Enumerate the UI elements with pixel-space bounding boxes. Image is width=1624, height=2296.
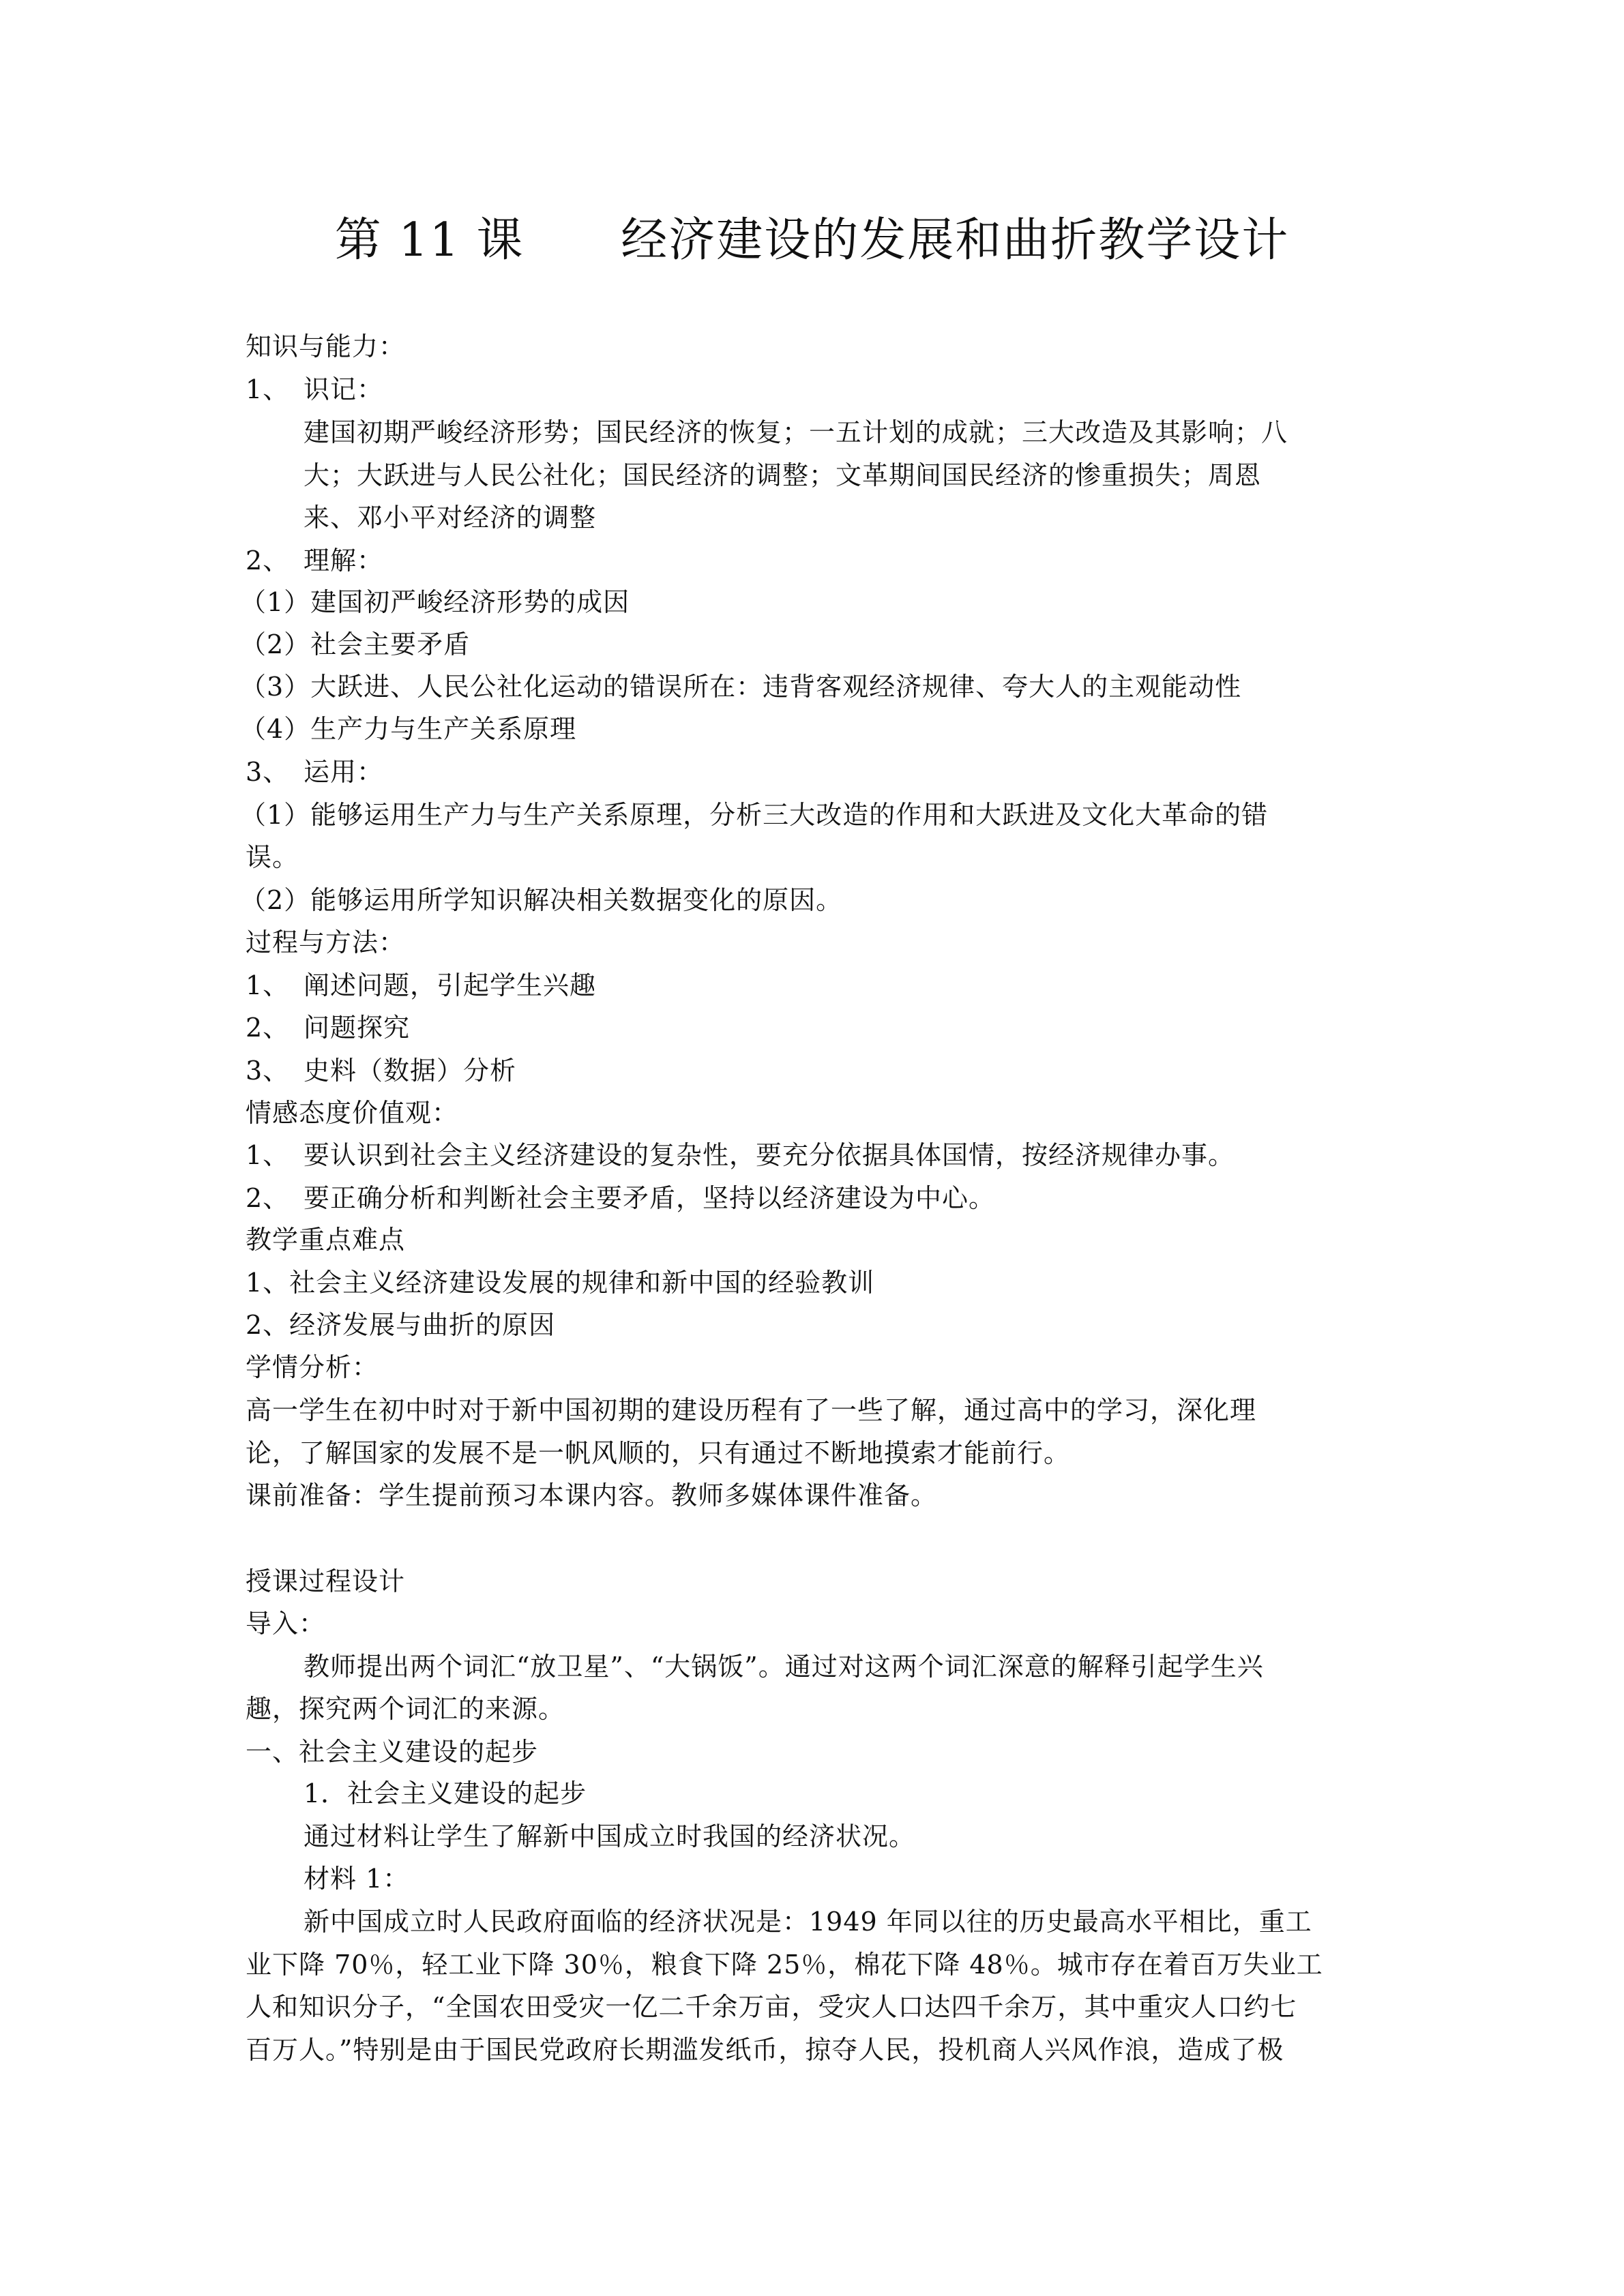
part1-text: 通过材料让学生了解新中国成立时我国的经济状况。 xyxy=(304,1821,916,1851)
material-text-line-1: 新中国成立时人民政府面临的经济状况是：1949 年同以往的历史最高水平相比，重工 xyxy=(304,1907,1312,1937)
understand-label: 理解： xyxy=(304,546,384,576)
process-item-2 xyxy=(246,1011,410,1045)
process-item-1 xyxy=(246,968,596,1002)
keypoints-item-2: 2、经济发展与曲折的原因 xyxy=(246,1310,556,1340)
intro-text-line-2: 趣，探究两个词汇的来源。 xyxy=(246,1694,565,1724)
apply-subitem-1-line-2: 误。 xyxy=(246,842,299,872)
understand-item xyxy=(246,543,383,578)
process-heading: 过程与方法： xyxy=(246,927,406,957)
knowledge-heading: 知识与能力： xyxy=(246,331,406,361)
process-item-3 xyxy=(246,1054,516,1088)
recall-text-line-3: 来、邓小平对经济的调整 xyxy=(304,503,597,533)
values-item-1-text: 要认识到社会主义经济建设的复杂性，要充分依据具体国情，按经济规律办事。 xyxy=(304,1140,1235,1170)
apply-subitem-2: （2）能够运用所学知识解决相关数据变化的原因。 xyxy=(240,885,843,915)
apply-subitem-1-line-1: （1）能够运用生产力与生产关系原理，分析三大改造的作用和大跃进及文化大革命的错 xyxy=(240,800,1269,830)
understand-subitem-1: （1）建国初严峻经济形势的成因 xyxy=(240,587,630,617)
process-item-3-num: 3、 xyxy=(246,1056,290,1086)
process-item-2-num: 2、 xyxy=(246,1013,290,1043)
process-item-3-text: 史料（数据）分析 xyxy=(304,1056,517,1086)
material-label: 材料 1： xyxy=(304,1864,410,1894)
apply-label: 运用： xyxy=(304,757,384,787)
analysis-heading: 学情分析： xyxy=(246,1352,379,1382)
part1-subheading: 1．社会主义建设的起步 xyxy=(304,1778,587,1808)
material-text-line-3: 人和知识分子，“全国农田受灾一亿二千余万亩，受灾人口达四千余万，其中重灾人口约七 xyxy=(246,1992,1297,2022)
values-item-1 xyxy=(246,1138,1235,1172)
part1-heading: 一、社会主义建设的起步 xyxy=(246,1737,539,1767)
keypoints-heading: 教学重点难点 xyxy=(246,1225,406,1255)
keypoints-item-1: 1、社会主义经济建设发展的规律和新中国的经验教训 xyxy=(246,1268,875,1298)
understand-subitem-2: （2）社会主要矛盾 xyxy=(240,629,471,659)
analysis-text-line-2: 论，了解国家的发展不是一帆风顺的，只有通过不断地摸索才能前行。 xyxy=(246,1438,1071,1468)
understand-num: 2、 xyxy=(246,546,290,576)
intro-text-line-1: 教师提出两个词汇“放卫星”、“大锅饭”。通过对这两个词汇深意的解释引起学生兴 xyxy=(304,1652,1264,1682)
apply-num: 3、 xyxy=(246,757,290,787)
page-title: 第 11 课 经济建设的发展和曲折教学设计 xyxy=(334,213,1290,267)
process-item-1-num: 1、 xyxy=(246,970,290,1000)
recall-label: 识记： xyxy=(304,374,384,404)
apply-item xyxy=(246,755,383,789)
values-item-2 xyxy=(246,1181,995,1215)
recall-text-line-1: 建国初期严峻经济形势；国民经济的恢复；一五计划的成就；三大改造及其影响；八 xyxy=(304,417,1288,447)
intro-heading: 导入： xyxy=(246,1609,326,1639)
recall-item xyxy=(246,372,383,406)
values-heading: 情感态度价值观： xyxy=(246,1098,459,1128)
values-item-2-text: 要正确分析和判断社会主要矛盾，坚持以经济建设为中心。 xyxy=(304,1183,996,1213)
understand-subitem-3: （3）大跃进、人民公社化运动的错误所在：违背客观经济规律、夸大人的主观能动性 xyxy=(240,672,1242,702)
values-item-2-num: 2、 xyxy=(246,1183,290,1213)
process-item-1-text: 阐述问题，引起学生兴趣 xyxy=(304,970,597,1000)
recall-text-line-2: 大；大跃进与人民公社化；国民经济的调整；文革期间国民经济的惨重损失；周恩 xyxy=(304,460,1262,490)
design-heading: 授课过程设计 xyxy=(246,1566,406,1596)
understand-subitem-4: （4）生产力与生产关系原理 xyxy=(240,714,577,744)
values-item-1-num: 1、 xyxy=(246,1140,290,1170)
analysis-text-line-1: 高一学生在初中时对于新中国初期的建设历程有了一些了解，通过高中的学习，深化理 xyxy=(246,1395,1257,1425)
process-item-2-text: 问题探究 xyxy=(304,1013,411,1043)
prep-text: 课前准备：学生提前预习本课内容。教师多媒体课件准备。 xyxy=(246,1480,938,1510)
material-text-line-4: 百万人。”特别是由于国民党政府长期滥发纸币，掠夺人民，投机商人兴风作浪，造成了极 xyxy=(246,2035,1284,2065)
material-text-line-2: 业下降 70％，轻工业下降 30％，粮食下降 25％，棉花下降 48％。城市存在着百万失业工 xyxy=(246,1950,1323,1980)
recall-num: 1、 xyxy=(246,374,290,404)
